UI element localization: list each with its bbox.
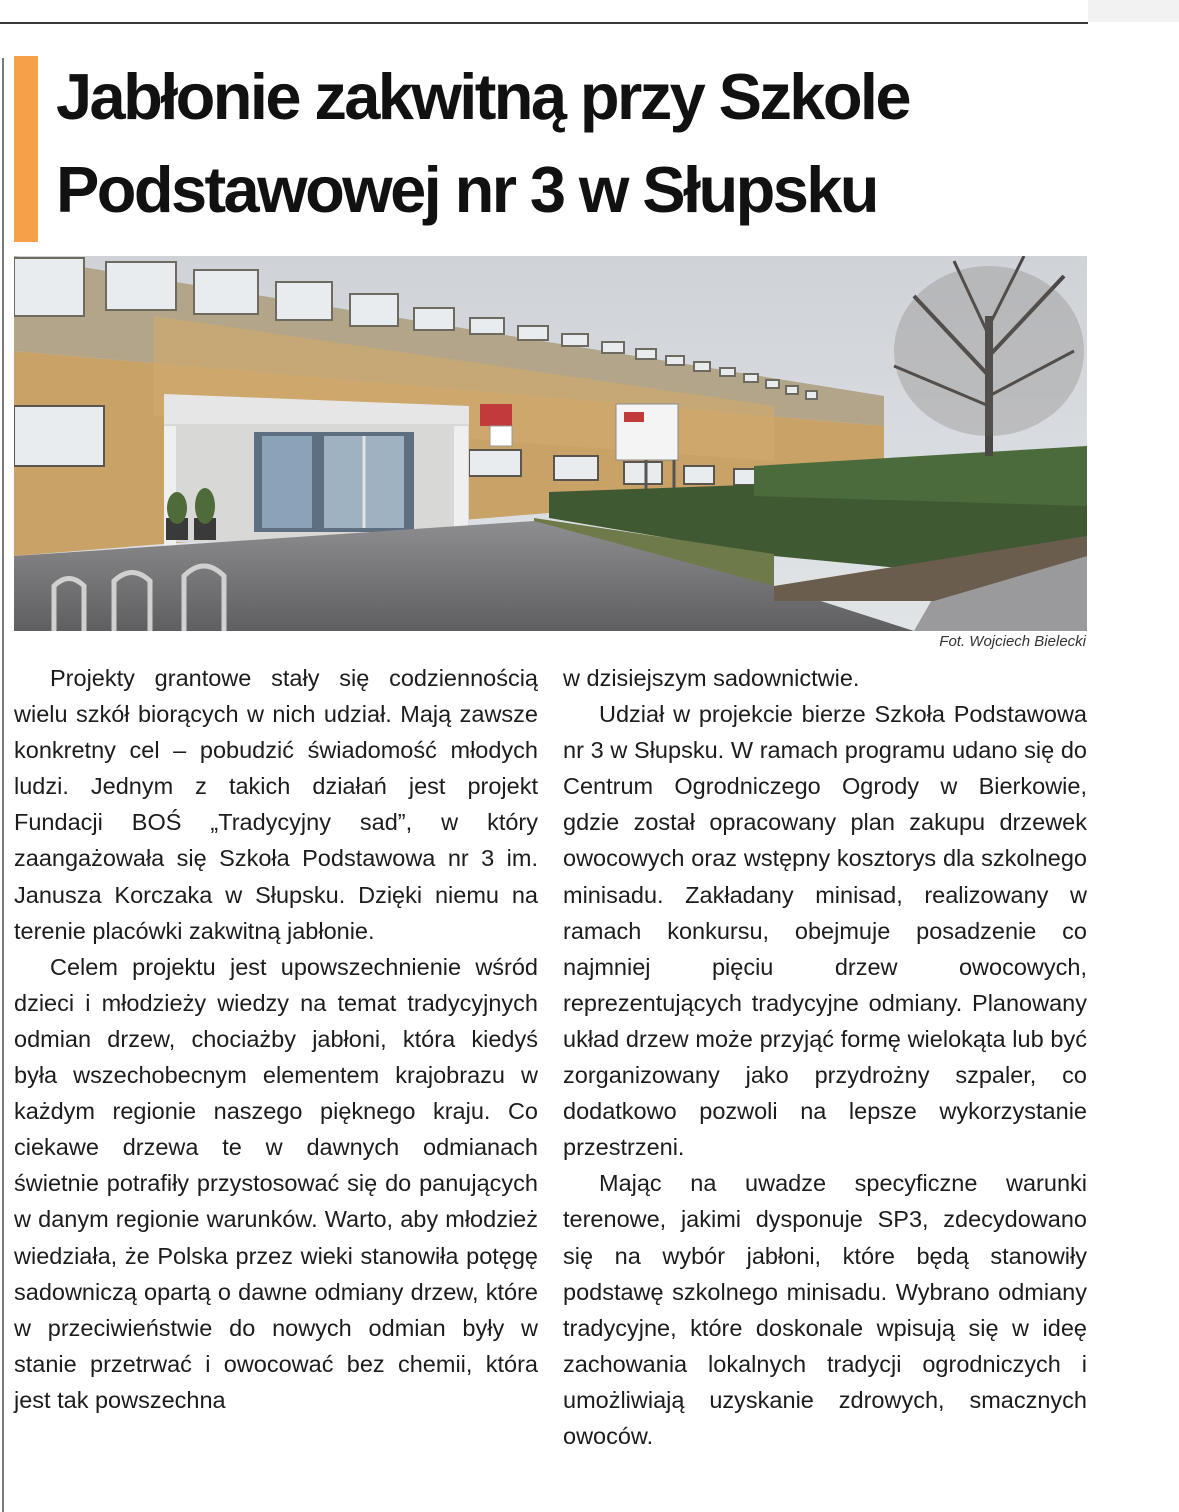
paragraph: Mając na uwadze specyficzne warunki terenowe, jakimi dysponuje SP3, zdecydowano się na wybór jabłoni, które będą stanowiły podstawę szkolnego minisadu. Wybrano odmiany tradycyjne, które doskonale wpisują się w ideę zachowania lokalnych tradycji ogrodniczych i umożliwiają uzyskanie zdrowych, smacznych owoców.	[563, 1170, 1087, 1449]
top-rule	[0, 22, 1088, 24]
article-column-left	[14, 660, 538, 1418]
article-column-right	[563, 660, 1087, 1454]
left-column-rule	[2, 58, 4, 1512]
paragraph: Projekty grantowe stały się codziennością wielu szkół biorących w nich udział. Mają zawsze konkretny cel – pobudzić świadomość młodych ludzi. Jednym z takich działań jest projekt Fundacji BOŚ „Tradycyjny sad”, w który zaangażowała się Szkoła Podstawowa nr 3 im. Janusza Korczaka w Słupsku. Dzięki niemu na terenie placówki zakwitną jabłonie.	[14, 665, 538, 944]
headline-accent-bar	[14, 56, 38, 242]
photo-credit: Fot. Wojciech Bielecki	[939, 633, 1086, 650]
article-headline: Jabłonie zakwitną przy Szkole Podstawowej nr 3 w Słupsku	[56, 60, 909, 226]
paragraph: Celem projektu jest upowszechnienie wśród dzieci i młodzieży wiedzy na temat tradycyjnych odmian drzew, chociażby jabłoni, która kiedyś była wszechobecnym elementem krajobrazu w każdym regionie naszego pięknego kraju. Co ciekawe drzewa te w dawnych odmianach świetnie potrafiły przystosować się do panujących w danym regionie warunków. Warto, aby młodzież wiedziała, że Polska przez wieki stanowiła potęgę sadowniczą opartą o dawne odmiany drzew, które w przeciwieństwie do nowych odmian były w stanie przetrwać i owocować bez chemii, która jest tak powszechna	[14, 953, 538, 1413]
paragraph: Udział w projekcie bierze Szkoła Podstawowa nr 3 w Słupsku. W ramach programu udano się do Centrum Ogrodniczego Ogrody w Bierkowie, gdzie został opracowany plan zakupu drzewek owocowych oraz wstępny kosztorys dla szkolnego minisadu. Zakładany minisad, realizowany w ramach konkursu, obejmuje posadzenie co najmniej pięciu drzew owocowych, reprezentujących tradycyjne odmiany. Planowany układ drzew może przyjąć formę wielokąta lub być zorganizowany jako przydrożny szpaler, co dodatkowo pozwoli na lepsze wykorzystanie przestrzeni.	[563, 701, 1087, 1161]
article-photo-school-building	[14, 256, 1087, 631]
page-corner-shade	[1088, 0, 1179, 22]
paragraph-continuation: w dzisiejszym sadownictwie.	[563, 665, 860, 691]
